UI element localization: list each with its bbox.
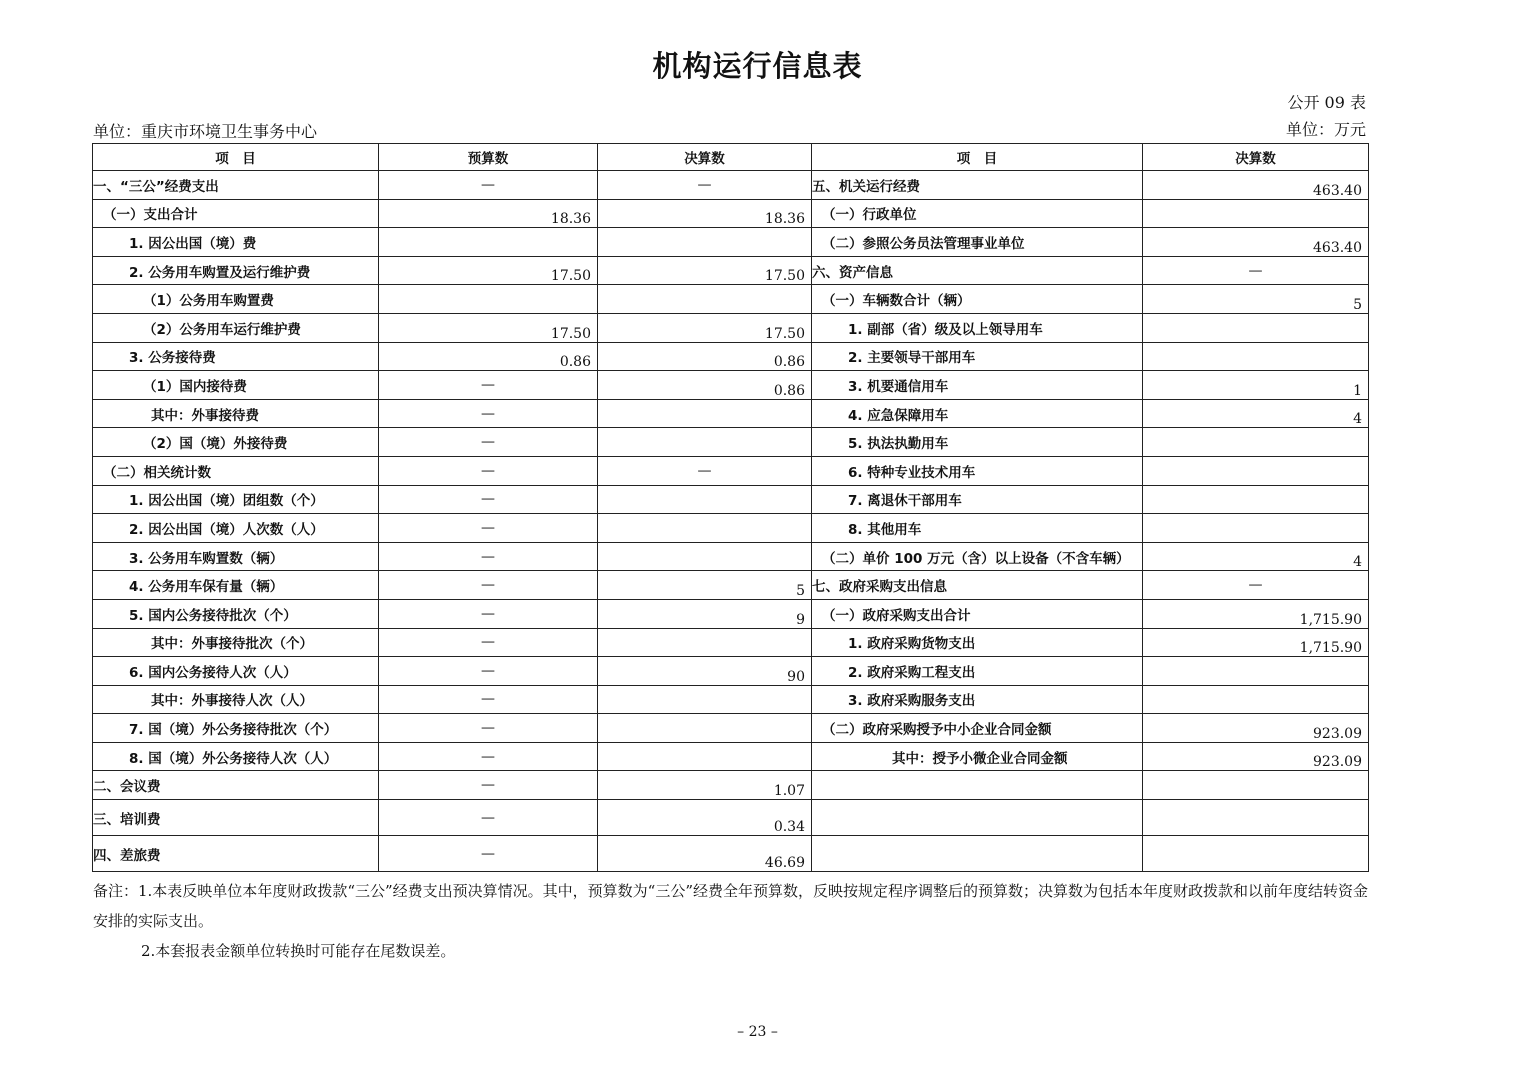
final-value: 90 (598, 657, 812, 686)
final-value: — (598, 456, 812, 485)
row-label-right: 七、政府采购支出信息 (812, 571, 1143, 600)
budget-value: — (379, 714, 598, 743)
row-label-right: 其中：授予小微企业合同金额 (812, 742, 1143, 771)
final-value (598, 714, 812, 743)
final-value (598, 285, 812, 314)
budget-value: 17.50 (379, 313, 598, 342)
row-label: 5. 国内公务接待批次（个） (93, 599, 379, 628)
final-value-right (1143, 456, 1369, 485)
row-label-right: （一）行政单位 (812, 199, 1143, 228)
table-row (93, 428, 1369, 457)
budget-value: — (379, 514, 598, 543)
budget-value: — (379, 428, 598, 457)
page-number: – 23 – (737, 1024, 778, 1040)
row-label-right: 2. 政府采购工程支出 (812, 657, 1143, 686)
header-budget: 预算数 (379, 144, 598, 171)
table-row (93, 771, 1369, 800)
final-value-right: 1,715.90 (1143, 628, 1369, 657)
budget-value: — (379, 685, 598, 714)
row-label: （1）国内接待费 (93, 371, 379, 400)
table-row (93, 313, 1369, 342)
final-value-right: 1 (1143, 371, 1369, 400)
final-value-right (1143, 685, 1369, 714)
table-row (93, 485, 1369, 514)
operation-info-table (92, 143, 1369, 872)
row-label: 1. 因公出国（境）团组数（个） (93, 485, 379, 514)
row-label-right: 1. 政府采购货物支出 (812, 628, 1143, 657)
final-value-right (1143, 771, 1369, 800)
final-value-right (1143, 199, 1369, 228)
table-row (93, 685, 1369, 714)
final-value-right (1143, 657, 1369, 686)
row-label-right: 五、机关运行经费 (812, 171, 1143, 200)
row-label-right: 1. 副部（省）级及以上领导用车 (812, 313, 1143, 342)
row-label-right: 2. 主要领导干部用车 (812, 342, 1143, 371)
row-label: 2. 公务用车购置及运行维护费 (93, 256, 379, 285)
row-label-right: 8. 其他用车 (812, 514, 1143, 543)
budget-value: — (379, 800, 598, 836)
row-label: （1）公务用车购置费 (93, 285, 379, 314)
row-label-right: （二）政府采购授予中小企业合同金额 (812, 714, 1143, 743)
row-label: 一、“三公”经费支出 (93, 171, 379, 200)
final-value: 0.86 (598, 371, 812, 400)
budget-value: — (379, 456, 598, 485)
final-value (598, 628, 812, 657)
table-row (93, 456, 1369, 485)
budget-value (379, 228, 598, 257)
row-label-right: 7. 离退休干部用车 (812, 485, 1143, 514)
final-value-right: — (1143, 256, 1369, 285)
currency-unit: 单位：万元 (1285, 120, 1366, 139)
final-value (598, 428, 812, 457)
table-row (93, 714, 1369, 743)
budget-value: — (379, 571, 598, 600)
row-label: （2）国（境）外接待费 (93, 428, 379, 457)
budget-value: 0.86 (379, 342, 598, 371)
final-value-right: — (1143, 571, 1369, 600)
row-label-right: （一）政府采购支出合计 (812, 599, 1143, 628)
header-final-right: 决算数 (1143, 144, 1369, 171)
final-value: 17.50 (598, 313, 812, 342)
row-label: 6. 国内公务接待人次（人） (93, 657, 379, 686)
row-label: 8. 国（境）外公务接待人次（人） (93, 742, 379, 771)
final-value: 17.50 (598, 256, 812, 285)
row-label-right: 4. 应急保障用车 (812, 399, 1143, 428)
final-value: 46.69 (598, 836, 812, 872)
budget-value: — (379, 836, 598, 872)
row-label-right: 5. 执法执勤用车 (812, 428, 1143, 457)
row-label-right: 3. 政府采购服务支出 (812, 685, 1143, 714)
final-value (598, 742, 812, 771)
final-value-right (1143, 800, 1369, 836)
row-label: （二）相关统计数 (93, 456, 379, 485)
table-row (93, 371, 1369, 400)
final-value-right: 5 (1143, 285, 1369, 314)
row-label-right: 6. 特种专业技术用车 (812, 456, 1143, 485)
row-label: 二、会议费 (93, 771, 379, 800)
table-row (93, 285, 1369, 314)
row-label: 其中：外事接待人次（人） (93, 685, 379, 714)
table-row (93, 742, 1369, 771)
final-value-right (1143, 836, 1369, 872)
table-header-row (93, 144, 1369, 171)
final-value (598, 228, 812, 257)
final-value-right: 4 (1143, 399, 1369, 428)
budget-value: — (379, 599, 598, 628)
row-label: 其中：外事接待费 (93, 399, 379, 428)
table-row (93, 199, 1369, 228)
final-value-right (1143, 428, 1369, 457)
row-label-right: （二）参照公务员法管理事业单位 (812, 228, 1143, 257)
final-value-right (1143, 485, 1369, 514)
budget-value (379, 285, 598, 314)
row-label: 4. 公务用车保有量（辆） (93, 571, 379, 600)
budget-value: 18.36 (379, 199, 598, 228)
reporting-unit: 单位：重庆市环境卫生事务中心 (93, 122, 318, 141)
budget-value: — (379, 771, 598, 800)
page-title: 机构运行信息表 (652, 49, 863, 83)
final-value (598, 542, 812, 571)
final-value: 18.36 (598, 199, 812, 228)
budget-value: — (379, 399, 598, 428)
final-value-right (1143, 342, 1369, 371)
row-label-right (812, 836, 1143, 872)
notes (93, 876, 1368, 966)
budget-value: — (379, 171, 598, 200)
final-value-right: 923.09 (1143, 714, 1369, 743)
table-row (93, 171, 1369, 200)
row-label: 3. 公务接待费 (93, 342, 379, 371)
note-2: 2.本套报表金额单位转换时可能存在尾数误差。 (141, 942, 456, 960)
header-item-right: 项 目 (812, 144, 1143, 171)
table-row (93, 599, 1369, 628)
row-label-right: （二）单价 100 万元（含）以上设备（不含车辆） (812, 542, 1143, 571)
row-label: 3. 公务用车购置数（辆） (93, 542, 379, 571)
row-label-right (812, 800, 1143, 836)
row-label-right: （一）车辆数合计（辆） (812, 285, 1143, 314)
table-row (93, 800, 1369, 836)
row-label: 其中：外事接待批次（个） (93, 628, 379, 657)
table-row (93, 399, 1369, 428)
budget-value: — (379, 542, 598, 571)
final-value-right (1143, 313, 1369, 342)
table-row (93, 228, 1369, 257)
final-value: 9 (598, 599, 812, 628)
final-value: — (598, 171, 812, 200)
final-value: 0.86 (598, 342, 812, 371)
table-row (93, 542, 1369, 571)
row-label: 2. 因公出国（境）人次数（人） (93, 514, 379, 543)
row-label-right: 3. 机要通信用车 (812, 371, 1143, 400)
table-row (93, 514, 1369, 543)
form-number: 公开 09 表 (1287, 93, 1366, 112)
final-value-right: 1,715.90 (1143, 599, 1369, 628)
row-label: （一）支出合计 (93, 199, 379, 228)
final-value (598, 514, 812, 543)
row-label: 1. 因公出国（境）费 (93, 228, 379, 257)
final-value (598, 485, 812, 514)
table-row (93, 342, 1369, 371)
budget-value: 17.50 (379, 256, 598, 285)
row-label-right: 六、资产信息 (812, 256, 1143, 285)
final-value-right: 923.09 (1143, 742, 1369, 771)
final-value: 5 (598, 571, 812, 600)
header-final: 决算数 (598, 144, 812, 171)
row-label: （2）公务用车运行维护费 (93, 313, 379, 342)
budget-value: — (379, 485, 598, 514)
final-value: 0.34 (598, 800, 812, 836)
row-label-right (812, 771, 1143, 800)
final-value-right: 463.40 (1143, 228, 1369, 257)
header-item: 项 目 (93, 144, 379, 171)
budget-value: — (379, 371, 598, 400)
row-label: 四、差旅费 (93, 836, 379, 872)
table-row (93, 256, 1369, 285)
final-value-right: 4 (1143, 542, 1369, 571)
row-label: 7. 国（境）外公务接待批次（个） (93, 714, 379, 743)
final-value-right: 463.40 (1143, 171, 1369, 200)
final-value (598, 399, 812, 428)
table-row (93, 628, 1369, 657)
budget-value: — (379, 657, 598, 686)
table-row (93, 836, 1369, 872)
budget-value: — (379, 742, 598, 771)
note-1: 备注：1.本表反映单位本年度财政拨款“三公”经费支出预决算情况。其中，预算数为“三公”经费全年预算数，反映按规定程序调整后的预算数；决算数为包括本年度财政拨款和以前年度结转资金安排的实际支出。 (93, 882, 1368, 930)
table-row (93, 657, 1369, 686)
row-label: 三、培训费 (93, 800, 379, 836)
table-row (93, 571, 1369, 600)
final-value (598, 685, 812, 714)
budget-value: — (379, 628, 598, 657)
final-value: 1.07 (598, 771, 812, 800)
final-value-right (1143, 514, 1369, 543)
